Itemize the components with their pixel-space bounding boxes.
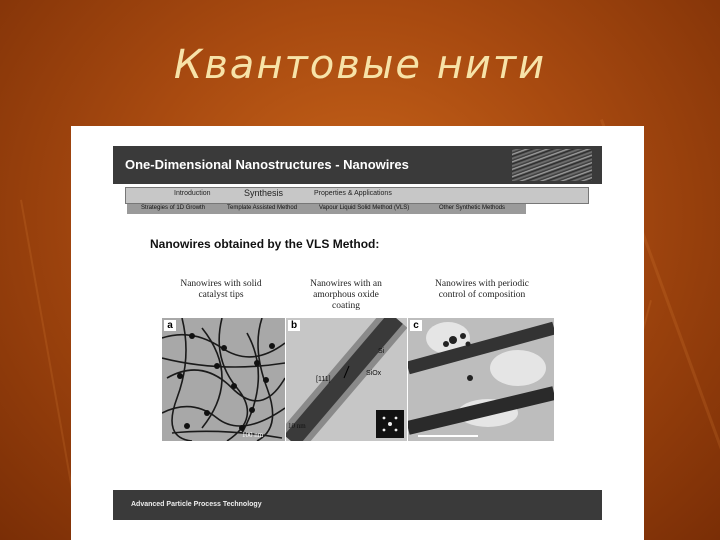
secondary-nav bbox=[127, 204, 526, 214]
scale-label-a: 100 nm bbox=[242, 431, 264, 439]
caption-c: Nanowires with periodic control of composition bbox=[435, 279, 529, 300]
primary-nav bbox=[125, 187, 589, 204]
scale-label-b: 10 nm bbox=[288, 422, 306, 430]
caption-a: Nanowires with solid catalyst tips bbox=[180, 279, 262, 300]
slide-image bbox=[71, 126, 644, 540]
panel-label-a: a bbox=[164, 320, 176, 331]
periodic-nanowire-image bbox=[408, 318, 554, 441]
content-heading: Nanowires obtained by the VLS Method: bbox=[150, 237, 380, 251]
nav-item-other[interactable]: Other Synthetic Methods bbox=[439, 205, 506, 211]
nav-item-vls[interactable]: Vapour Liquid Solid Method (VLS) bbox=[319, 205, 410, 211]
footer-bar bbox=[113, 490, 602, 520]
nav-item-template[interactable]: Template Assisted Method bbox=[227, 205, 298, 211]
header-bar bbox=[113, 146, 602, 184]
micrograph-a bbox=[162, 318, 285, 441]
header-thumbnail bbox=[512, 149, 592, 181]
footer-text: Advanced Particle Process Technology bbox=[131, 501, 262, 508]
nav-item-strategies[interactable]: Strategies of 1D Growth bbox=[141, 205, 206, 211]
micrograph-b bbox=[286, 318, 407, 441]
micrograph-c bbox=[408, 318, 554, 441]
caption-b: Nanowires with an amorphous oxide coating bbox=[310, 279, 382, 311]
annotation-111: [111] bbox=[316, 376, 331, 383]
annotation-siox: SiOx bbox=[366, 370, 382, 377]
panel-label-c: c bbox=[410, 320, 422, 331]
nanowire-network-image bbox=[162, 318, 285, 441]
panel-label-b: b bbox=[288, 320, 300, 331]
slide-title: Квантовые нити bbox=[173, 42, 547, 88]
nav-item-properties[interactable]: Properties & Applications bbox=[314, 190, 392, 197]
nav-item-synthesis[interactable]: Synthesis bbox=[244, 188, 284, 198]
header-title: One-Dimensional Nanostructures - Nanowires bbox=[125, 157, 409, 172]
nav-item-introduction[interactable]: Introduction bbox=[174, 190, 211, 197]
annotation-si: Si bbox=[378, 348, 385, 355]
